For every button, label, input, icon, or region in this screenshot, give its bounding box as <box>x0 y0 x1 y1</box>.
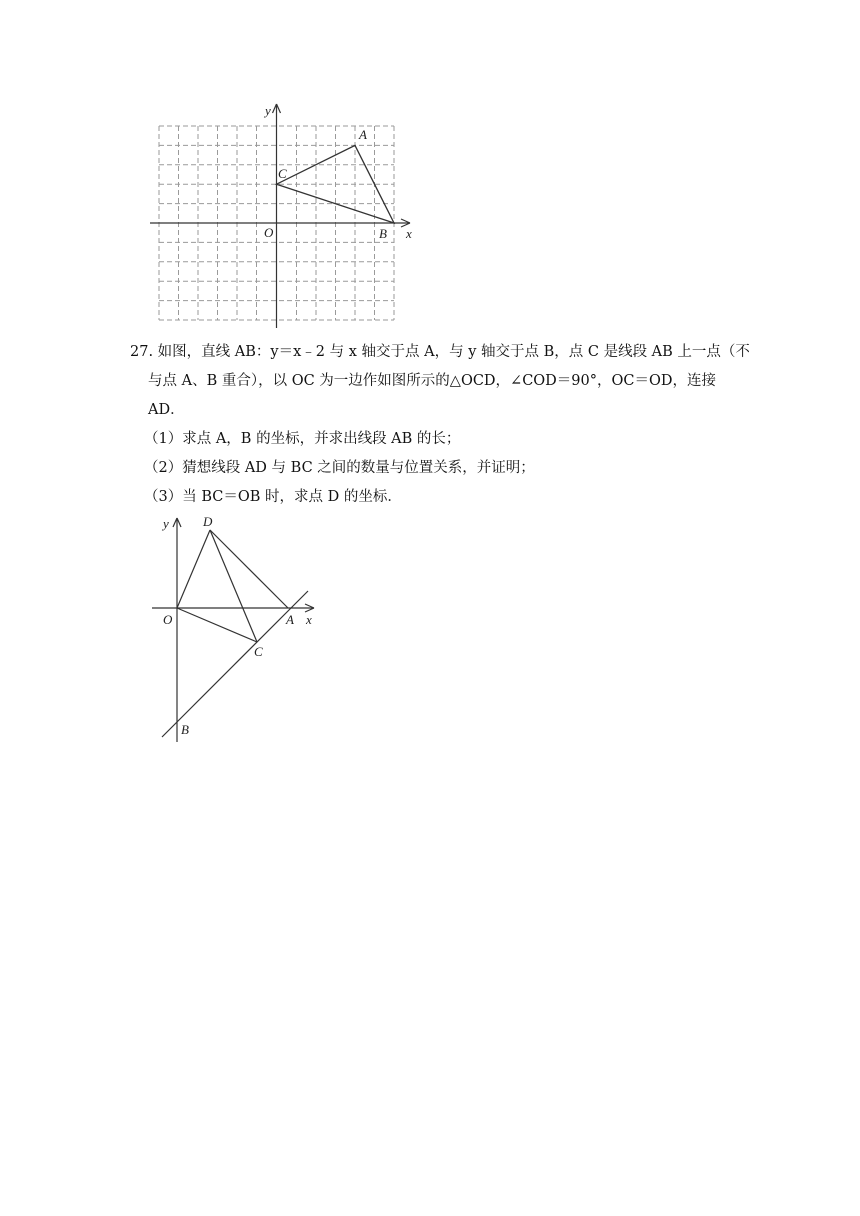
problem-27 <box>130 338 750 512</box>
problem-line-1: 27. 如图，直线 AB：y＝x﹣2 与 x 轴交于点 A，与 y 轴交于点 B，点 C 是线段 AB 上一点（不 <box>130 344 750 360</box>
grid-figure-svg <box>148 98 428 330</box>
label-o: O <box>163 612 173 627</box>
label-b: B <box>181 722 189 737</box>
label-a: A <box>286 612 294 627</box>
label-c: C <box>278 166 287 181</box>
ocd-figure-svg <box>140 512 330 744</box>
triangle-ocd <box>177 530 288 642</box>
question-part-3: （3）当 BC＝OB 时，求点 D 的坐标． <box>144 489 402 505</box>
problem-line-3: AD． <box>148 402 185 418</box>
triangle-ocd-figure <box>140 512 330 744</box>
coordinate-grid-figure <box>148 98 428 330</box>
label-c: C <box>254 644 263 659</box>
label-a: A <box>359 127 367 142</box>
label-d: D <box>203 514 213 529</box>
label-x: x <box>406 226 412 241</box>
question-part-1: （1）求点 A，B 的坐标，并求出线段 AB 的长； <box>144 431 461 447</box>
label-y: y <box>163 516 169 531</box>
label-o: O <box>264 225 274 240</box>
label-x: x <box>306 612 312 627</box>
problem-line-2: 与点 A、B 重合），以 OC 为一边作如图所示的△OCD，∠COD＝90°，OC＝OD，连接 <box>148 373 717 389</box>
question-part-2: （2）猜想线段 AD 与 BC 之间的数量与位置关系，并证明； <box>144 460 535 476</box>
label-y: y <box>265 103 271 118</box>
label-b: B <box>379 226 387 241</box>
